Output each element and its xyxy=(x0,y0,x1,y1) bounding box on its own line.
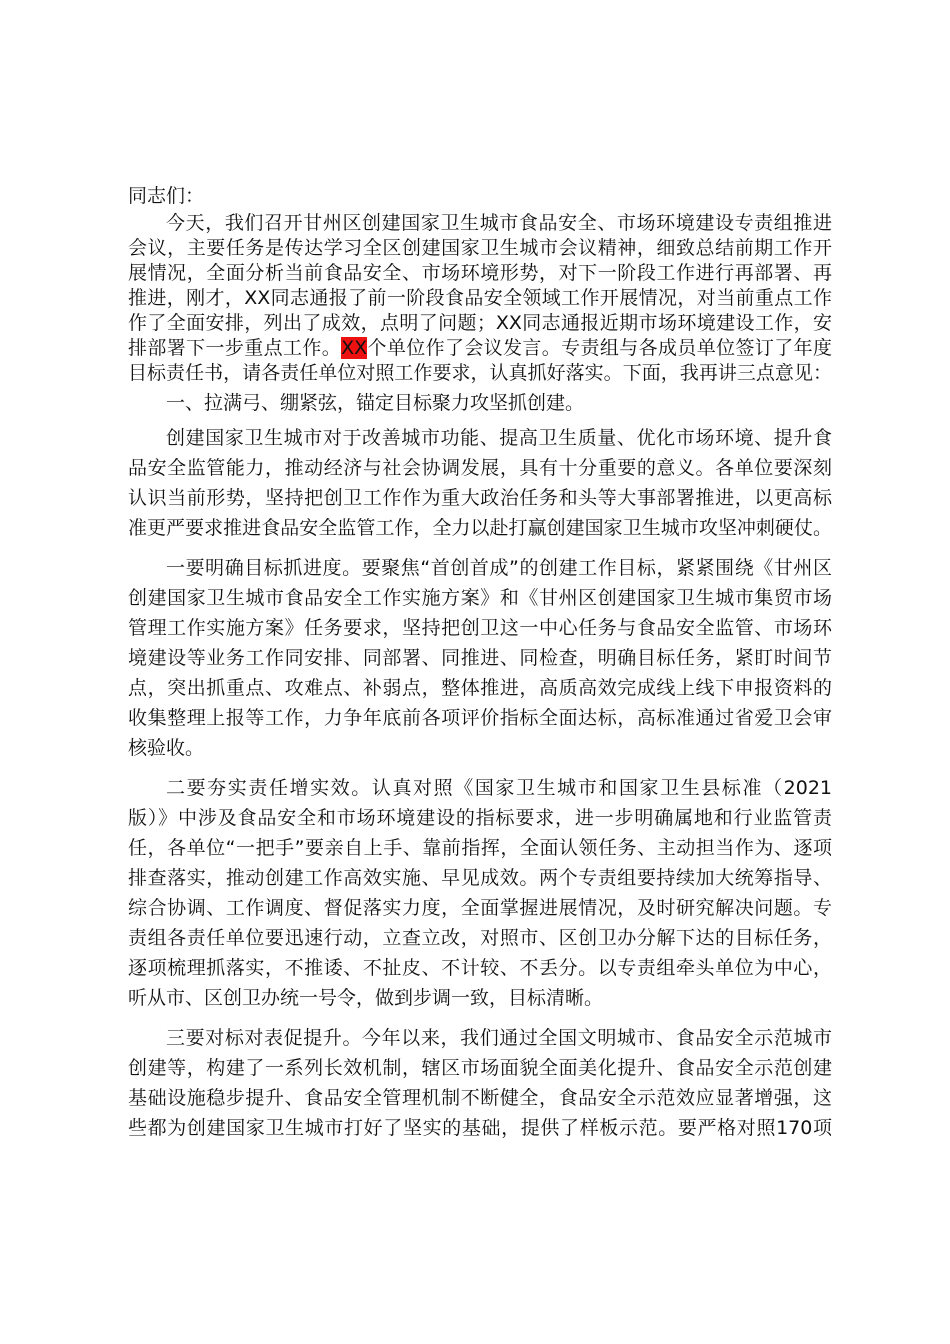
paragraph-line: 会议，主要任务是传达学习全区创建国家卫生城市会议精神，细致总结前期工作开 xyxy=(128,237,832,259)
paragraph-line: 一要明确目标抓进度。要聚焦“首创首成”的创建工作目标，紧紧围绕《甘州区 xyxy=(166,557,832,579)
paragraph-line: 综合协调、工作调度、督促落实力度，全面掌握进展情况，及时研究解决问题。专 xyxy=(128,897,832,919)
paragraph-line: 目标责任书，请各责任单位对照工作要求，认真抓好落实。下面，我再讲三点意见： xyxy=(128,362,832,384)
paragraph-line: 二要夯实责任增实效。认真对照《国家卫生城市和国家卫生县标准（2021 xyxy=(166,777,832,799)
highlighted-placeholder: XX xyxy=(341,337,368,359)
salutation: 同志们： xyxy=(128,185,205,207)
paragraph-line: 版）》中涉及食品安全和市场环境建设的指标要求，进一步明确属地和行业监管责 xyxy=(128,807,832,829)
paragraph-line: 推进，刚才，XX同志通报了前一阶段食品安全领域工作开展情况，对当前重点工作 xyxy=(128,287,832,309)
paragraph-line: 创建国家卫生城市对于改善城市功能、提高卫生质量、优化市场环境、提升食 xyxy=(166,427,832,449)
paragraph-line: 管理工作实施方案》任务要求，坚持把创卫这一中心任务与食品安全监管、市场环 xyxy=(128,617,832,639)
paragraph-line: 点，突出抓重点、攻难点、补弱点，整体推进，高质高效完成线上线下申报资料的 xyxy=(128,677,832,699)
section-heading: 一、拉满弓、绷紧弦，锚定目标聚力攻坚抓创建。 xyxy=(166,392,585,414)
paragraph-line: 创建等，构建了一系列长效机制，辖区市场面貌全面美化提升、食品安全示范创建 xyxy=(128,1057,832,1079)
paragraph-line: 基础设施稳步提升、食品安全管理机制不断健全，食品安全示范效应显著增强，这 xyxy=(128,1087,832,1109)
paragraph-line: 收集整理上报等工作，力争年底前各项评价指标全面达标，高标准通过省爱卫会审 xyxy=(128,707,832,729)
line-text: 排部署下一步重点工作。 xyxy=(128,337,342,359)
paragraph-line: 创建国家卫生城市食品安全工作实施方案》和《甘州区创建国家卫生城市集贸市场 xyxy=(128,587,832,609)
paragraph-line: 任，各单位“一把手”要亲自上手、靠前指挥，全面认领任务、主动担当作为、逐项 xyxy=(128,837,832,859)
paragraph-line: 今天，我们召开甘州区创建国家卫生城市食品安全、市场环境建设专责组推进 xyxy=(166,212,832,234)
paragraph-line: 三要对标对表促提升。今年以来，我们通过全国文明城市、食品安全示范城市 xyxy=(166,1027,832,1049)
paragraph-line: 认识当前形势，坚持把创卫工作作为重大政治任务和头等大事部署推进，以更高标 xyxy=(128,487,832,509)
paragraph-line: 责组各责任单位要迅速行动，立查立改，对照市、区创卫办分解下达的目标任务， xyxy=(128,927,832,949)
paragraph-line: 逐项梳理抓落实，不推诿、不扯皮、不计较、不丢分。以专责组牵头单位为中心， xyxy=(128,957,832,979)
paragraph-line: 排查落实，推动创建工作高效实施、早见成效。两个专责组要持续加大统筹指导、 xyxy=(128,867,832,889)
line-text: 个单位作了会议发言。专责组与各成员单位签订了年度 xyxy=(367,337,832,359)
paragraph-line: 境建设等业务工作同安排、同部署、同推进、同检查，明确目标任务，紧盯时间节 xyxy=(128,647,832,669)
paragraph-line: 品安全监管能力，推动经济与社会协调发展，具有十分重要的意义。各单位要深刻 xyxy=(128,457,832,479)
paragraph-line xyxy=(128,336,832,360)
paragraph-line: 听从市、区创卫办统一号令，做到步调一致，目标清晰。 xyxy=(128,987,604,1009)
paragraph-line: 准更严要求推进食品安全监管工作，全力以赴打赢创建国家卫生城市攻坚冲刺硬仗。 xyxy=(128,517,832,539)
paragraph-line: 些都为创建国家卫生城市打好了坚实的基础，提供了样板示范。要严格对照170项 xyxy=(128,1117,832,1139)
paragraph-line: 核验收。 xyxy=(128,737,205,759)
paragraph-line: 作了全面安排，列出了成效，点明了问题；XX同志通报近期市场环境建设工作，安 xyxy=(128,312,832,334)
paragraph-line: 展情况，全面分析当前食品安全、市场环境形势，对下一阶段工作进行再部署、再 xyxy=(128,262,832,284)
